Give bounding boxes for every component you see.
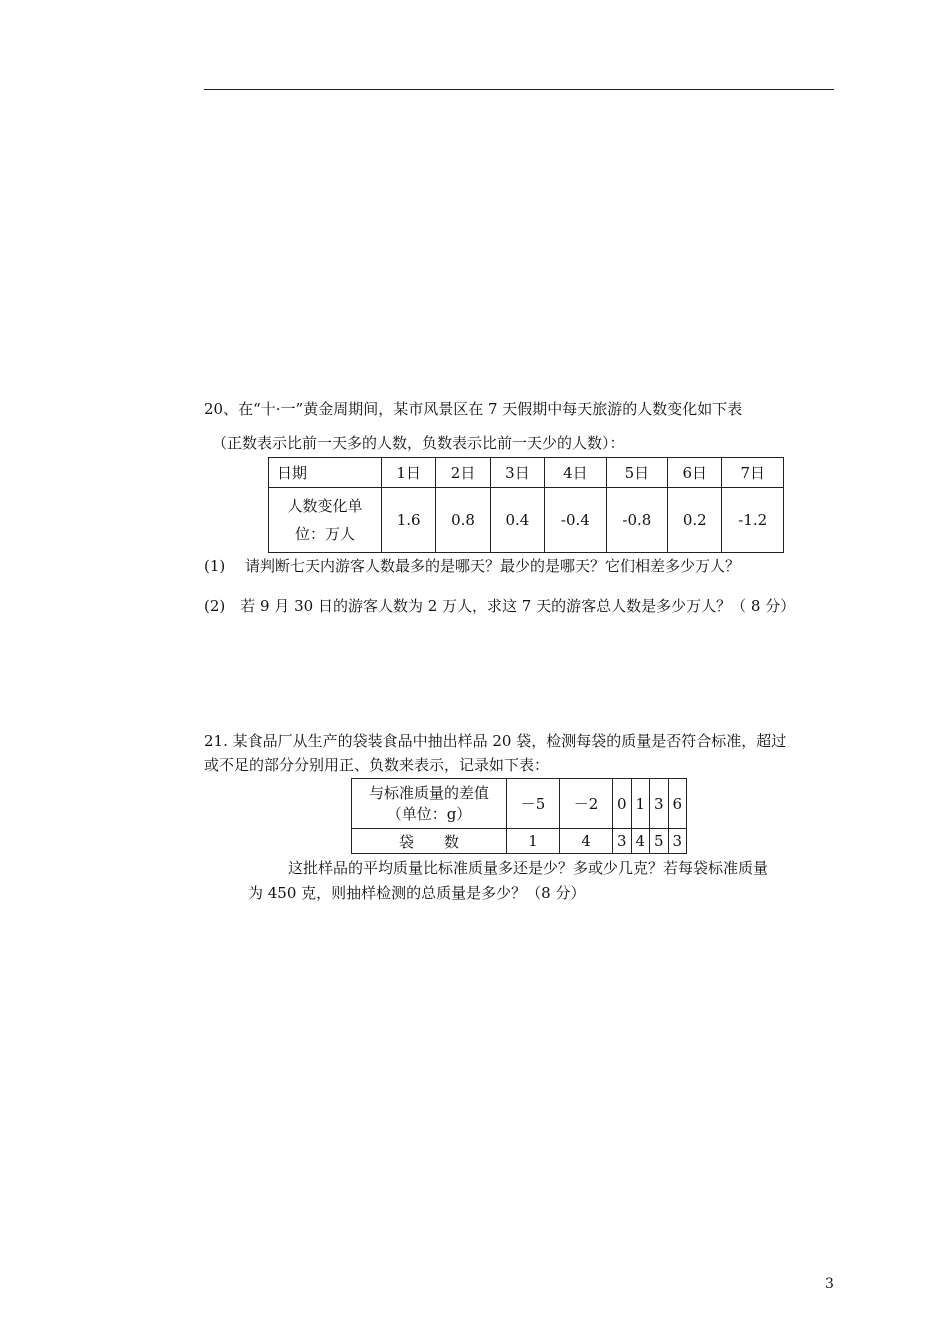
page-number: 3	[825, 1276, 834, 1292]
diff-cell: 1	[631, 779, 650, 829]
value-cell: 1.6	[382, 488, 436, 553]
count-cell: 4	[631, 829, 650, 854]
q20-table	[268, 457, 784, 553]
diff-cell: －5	[507, 779, 560, 829]
day-cell: 5日	[606, 458, 667, 488]
day-cell: 6日	[668, 458, 722, 488]
q21-question-line1: 这批样品的平均质量比标准质量多还是少？多或少几克？若每袋标准质量	[288, 859, 769, 877]
q21-line1: 21. 某食品厂从生产的袋装食品中抽出样品 20 袋，检测每袋的质量是否符合标准，超过	[204, 732, 787, 750]
diff-cell: －2	[560, 779, 613, 829]
header-rule	[204, 89, 834, 90]
q20-line1: 20、在“十·一”黄金周期间，某市风景区在 7 天假期中每天旅游的人数变化如下表	[204, 400, 743, 418]
q20-sub1: (1) 请判断七天内游客人数最多的是哪天？最少的是哪天？它们相差多少万人？	[204, 557, 741, 575]
day-cell: 2日	[436, 458, 490, 488]
diff-header-line2: （单位：g）	[386, 804, 472, 823]
q20-line2: （正数表示比前一天多的人数，负数表示比前一天少的人数）：	[212, 434, 625, 452]
table-row	[269, 488, 784, 553]
day-cell: 4日	[545, 458, 606, 488]
count-cell: 3	[668, 829, 687, 854]
value-cell: 0.4	[490, 488, 544, 553]
q20-sub2: (2) 若 9 月 30 日的游客人数为 2 万人，求这 7 天的游客总人数是多少万人？（ 8 分）	[204, 597, 796, 615]
q21-question-line2: 为 450 克，则抽样检测的总质量是多少？（8 分）	[248, 884, 586, 902]
date-header: 日期	[269, 458, 382, 488]
count-cell: 5	[650, 829, 669, 854]
value-cell: -0.8	[606, 488, 667, 553]
diff-header-line1: 与标准质量的差值	[368, 783, 489, 802]
q21-table	[351, 778, 687, 854]
count-cell: 3	[613, 829, 632, 854]
value-cell: -1.2	[722, 488, 784, 553]
table-row	[352, 829, 687, 854]
table-row	[269, 458, 784, 488]
change-header	[269, 488, 382, 553]
count-cell: 4	[560, 829, 613, 854]
day-cell: 1日	[382, 458, 436, 488]
diff-cell: 3	[650, 779, 669, 829]
value-cell: 0.2	[668, 488, 722, 553]
q21-line2: 或不足的部分分别用正、负数来表示，记录如下表：	[204, 756, 550, 774]
table-row	[352, 779, 687, 829]
diff-cell: 0	[613, 779, 632, 829]
change-header-line2: 位：万人	[294, 525, 355, 543]
day-cell: 7日	[722, 458, 784, 488]
count-header: 袋 数	[352, 829, 507, 854]
value-cell: 0.8	[436, 488, 490, 553]
value-cell: -0.4	[545, 488, 606, 553]
day-cell: 3日	[490, 458, 544, 488]
diff-cell: 6	[668, 779, 687, 829]
diff-header	[352, 779, 507, 829]
change-header-line1: 人数变化单	[287, 497, 363, 515]
count-cell: 1	[507, 829, 560, 854]
